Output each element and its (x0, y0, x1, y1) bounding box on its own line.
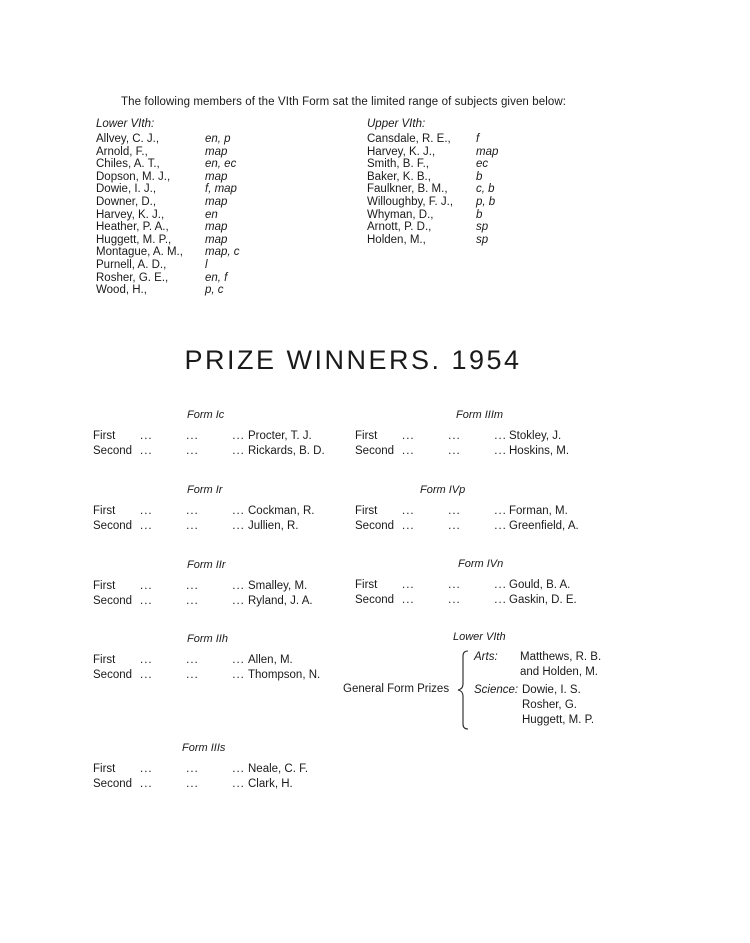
student-row (96, 196, 296, 209)
prize-row-first (355, 429, 615, 444)
science-label: Science: (474, 684, 519, 696)
student-row (96, 246, 296, 259)
student-subjects: ec (476, 158, 489, 171)
student-name: Harvey, K. J., (367, 145, 436, 158)
student-subjects: map (205, 195, 228, 208)
place-label: Second (93, 595, 133, 607)
arts-label: Arts: (474, 651, 498, 663)
form-heading: Form IIr (187, 559, 226, 571)
prize-row-second (355, 444, 615, 459)
student-name: Arnold, F., (96, 145, 148, 158)
student-subjects: en, f (205, 271, 228, 284)
leader-dots: ... ... ... (402, 445, 507, 457)
prize-row-second (93, 444, 353, 459)
student-subjects: en, p (205, 133, 231, 145)
leader-dots: ... ... ... (140, 669, 245, 681)
student-subjects: map (476, 145, 499, 158)
prize-row-first (355, 504, 615, 519)
winner-name: Gould, B. A. (509, 579, 571, 591)
prize-row-second (355, 519, 615, 534)
student-name: Allvey, C. J., (96, 133, 160, 145)
science-winner-3: Huggett, M. P. (522, 714, 595, 726)
place-label: Second (355, 445, 395, 457)
form-heading: Form IVp (420, 484, 466, 496)
place-label: First (93, 763, 116, 775)
student-row (367, 221, 567, 234)
student-name: Baker, K. B., (367, 170, 431, 183)
student-name: Cansdale, R. E., (367, 133, 451, 145)
winner-name: Procter, T. J. (248, 430, 312, 442)
student-name: Downer, D., (96, 195, 157, 208)
science-winner-2: Rosher, G. (522, 699, 577, 711)
leader-dots: ... ... ... (140, 445, 245, 457)
student-name: Arnott, P. D., (367, 221, 432, 234)
student-name: Harvey, K. J., (96, 208, 165, 221)
place-label: First (93, 654, 116, 666)
student-subjects: en (205, 208, 218, 221)
general-form-prizes-label: General Form Prizes (343, 683, 450, 695)
student-name: Montague, A. M., (96, 246, 183, 259)
place-label: Second (93, 669, 133, 681)
winner-name: Rickards, B. D. (248, 445, 325, 457)
prize-row-second (93, 519, 353, 534)
student-name: Wood, H., (96, 284, 147, 297)
student-subjects: p, c (205, 284, 224, 297)
student-subjects: sp (476, 221, 489, 234)
student-row (367, 171, 567, 184)
winner-name: Cockman, R. (248, 505, 315, 517)
place-label: Second (355, 520, 395, 532)
leader-dots: ... ... ... (140, 654, 245, 666)
student-row (96, 284, 296, 297)
prize-row-second (93, 777, 353, 792)
form-heading: Form IVn (458, 558, 504, 570)
form-heading: Form Ic (187, 409, 225, 421)
leader-dots: ... ... ... (402, 430, 507, 442)
prize-row-second (93, 594, 353, 609)
student-subjects: p, b (476, 195, 496, 208)
leader-dots: ... ... ... (140, 763, 245, 775)
student-subjects: sp (476, 233, 489, 246)
student-subjects: b (476, 208, 483, 221)
place-label: Second (93, 778, 133, 790)
student-subjects: map, c (205, 246, 240, 259)
winner-name: Greenfield, A. (509, 520, 579, 532)
place-label: First (355, 505, 378, 517)
student-subjects: l (205, 258, 208, 271)
intro-text: The following members of the VIth Form sat the limited range of subjects given below: (121, 96, 567, 108)
place-label: First (355, 579, 378, 591)
student-row (367, 196, 567, 209)
student-row (96, 272, 296, 285)
winner-name: Jullien, R. (248, 520, 299, 532)
place-label: First (355, 430, 378, 442)
winner-name: Gaskin, D. E. (509, 594, 577, 606)
student-subjects: f, map (205, 183, 237, 196)
student-row (96, 146, 296, 159)
leader-dots: ... ... ... (402, 505, 507, 517)
student-row (96, 221, 296, 234)
arts-winner-1: Matthews, R. B. (520, 651, 602, 663)
student-subjects: map (205, 233, 228, 246)
leader-dots: ... ... ... (402, 520, 507, 532)
student-row (96, 234, 296, 247)
student-name: Huggett, M. P., (96, 233, 172, 246)
lower-vith-heading: Lower VIth: (96, 118, 155, 130)
prize-row-first (93, 429, 353, 444)
student-subjects: f (476, 133, 480, 145)
general-heading: Lower VIth (453, 631, 506, 643)
student-name: Holden, M., (367, 233, 426, 246)
winner-name: Hoskins, M. (509, 445, 570, 457)
winner-name: Clark, H. (248, 778, 293, 790)
student-name: Dowie, I. J., (96, 183, 157, 196)
form-heading: Form IIIs (182, 742, 226, 754)
form-heading: Form IIIm (456, 409, 504, 421)
leader-dots: ... ... ... (140, 505, 245, 517)
prize-row-first (93, 579, 353, 594)
student-name: Willoughby, F. J., (367, 195, 454, 208)
place-label: Second (93, 520, 133, 532)
place-label: Second (355, 594, 395, 606)
place-label: Second (93, 445, 133, 457)
student-row (96, 133, 296, 146)
place-label: First (93, 580, 116, 592)
winner-name: Forman, M. (509, 505, 568, 517)
winner-name: Ryland, J. A. (248, 595, 313, 607)
lower-vith-list (96, 133, 296, 297)
student-row (367, 146, 567, 159)
winner-name: Stokley, J. (509, 430, 562, 442)
student-subjects: c, b (476, 183, 495, 196)
prize-row-first (93, 653, 353, 668)
student-row (367, 234, 567, 247)
leader-dots: ... ... ... (140, 520, 245, 532)
student-row (367, 183, 567, 196)
form-heading: Form IIh (187, 633, 228, 645)
leader-dots: ... ... ... (140, 778, 245, 790)
leader-dots: ... ... ... (140, 595, 245, 607)
student-row (96, 158, 296, 171)
student-subjects: map (205, 145, 228, 158)
leader-dots: ... ... ... (402, 579, 507, 591)
place-label: First (93, 430, 116, 442)
winner-name: Neale, C. F. (248, 763, 309, 775)
student-name: Whyman, D., (367, 208, 434, 221)
student-row (367, 133, 567, 146)
student-row (367, 158, 567, 171)
student-subjects: b (476, 170, 483, 183)
student-name: Heather, P. A., (96, 221, 169, 234)
arts-winner-2: and Holden, M. (520, 666, 598, 678)
leader-dots: ... ... ... (402, 594, 507, 606)
winner-name: Smalley, M. (248, 580, 308, 592)
upper-vith-list (367, 133, 567, 246)
prize-row-second (93, 668, 353, 683)
winner-name: Allen, M. (248, 654, 293, 666)
leader-dots: ... ... ... (140, 430, 245, 442)
student-name: Rosher, G. E., (96, 271, 169, 284)
student-row (96, 183, 296, 196)
place-label: First (93, 505, 116, 517)
prize-row-second (355, 593, 615, 608)
student-name: Dopson, M. J., (96, 170, 171, 183)
student-name: Chiles, A. T., (96, 158, 160, 171)
student-name: Faulkner, B. M., (367, 183, 448, 196)
brace-icon (456, 650, 470, 730)
student-row (96, 209, 296, 222)
prize-row-first (355, 578, 615, 593)
winner-name: Thompson, N. (248, 669, 321, 681)
prize-row-first (93, 504, 353, 519)
upper-vith-heading: Upper VIth: (367, 118, 426, 130)
student-subjects: map (205, 221, 228, 234)
student-subjects: en, ec (205, 158, 237, 171)
student-row (96, 171, 296, 184)
student-name: Purnell, A. D., (96, 258, 167, 271)
student-subjects: map (205, 170, 228, 183)
science-winner-1: Dowie, I. S. (522, 684, 581, 696)
leader-dots: ... ... ... (140, 580, 245, 592)
page-title: PRIZE WINNERS. 1954 (184, 345, 522, 375)
student-row (96, 259, 296, 272)
form-heading: Form Ir (187, 484, 223, 496)
student-row (367, 209, 567, 222)
prize-row-first (93, 762, 353, 777)
student-name: Smith, B. F., (367, 158, 429, 171)
